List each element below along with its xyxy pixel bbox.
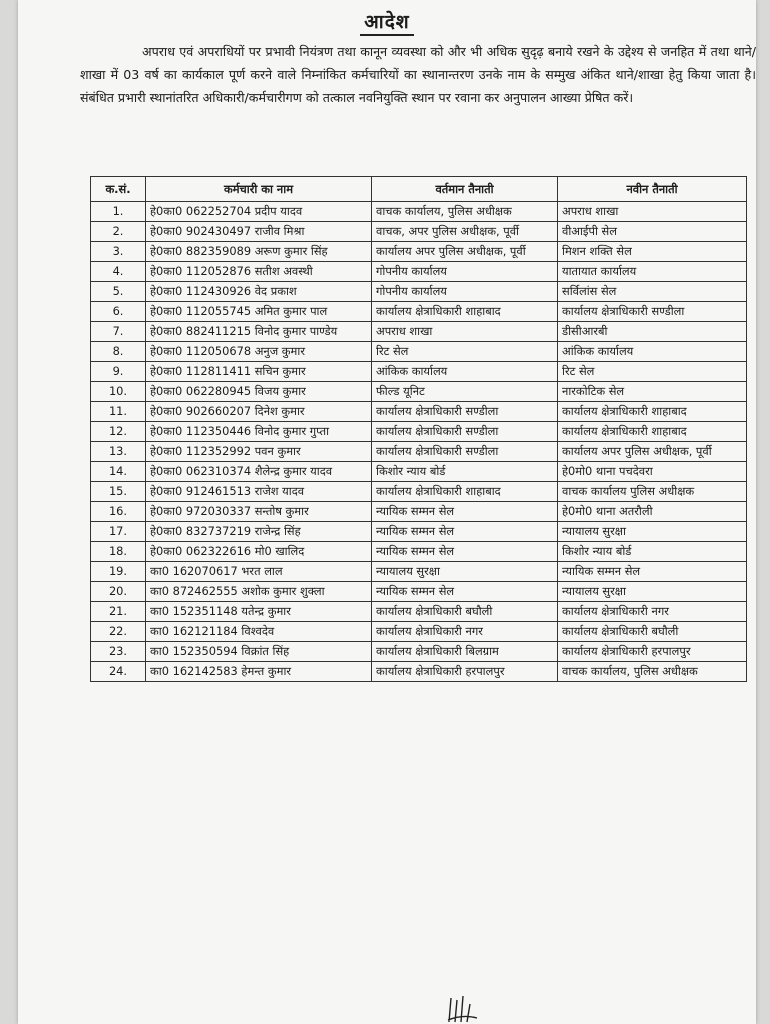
serial-number: 20. bbox=[91, 582, 146, 602]
current-posting: आंकिक कार्यालय bbox=[372, 362, 558, 382]
signature bbox=[443, 994, 481, 1024]
current-posting: कार्यालय क्षेत्राधिकारी सण्डीला bbox=[372, 422, 558, 442]
employee-name: हे0का0 062310374 शैलेन्द्र कुमार यादव bbox=[146, 462, 372, 482]
table-row bbox=[91, 622, 747, 642]
new-posting: डीसीआरबी bbox=[558, 322, 747, 342]
employee-name: हे0का0 902430497 राजीव मिश्रा bbox=[146, 222, 372, 242]
serial-number: 18. bbox=[91, 542, 146, 562]
serial-number: 16. bbox=[91, 502, 146, 522]
current-posting: कार्यालय क्षेत्राधिकारी सण्डीला bbox=[372, 402, 558, 422]
serial-number: 12. bbox=[91, 422, 146, 442]
serial-number: 13. bbox=[91, 442, 146, 462]
serial-number: 7. bbox=[91, 322, 146, 342]
current-posting: गोपनीय कार्यालय bbox=[372, 262, 558, 282]
employee-name: का0 162121184 विश्वदेव bbox=[146, 622, 372, 642]
serial-number: 11. bbox=[91, 402, 146, 422]
table-row bbox=[91, 482, 747, 502]
new-posting: कार्यालय क्षेत्राधिकारी बघौली bbox=[558, 622, 747, 642]
new-posting: आंकिक कार्यालय bbox=[558, 342, 747, 362]
table-row bbox=[91, 442, 747, 462]
current-posting: न्यायिक सम्मन सेल bbox=[372, 582, 558, 602]
employee-name: हे0का0 062322616 मो0 खालिद bbox=[146, 542, 372, 562]
transfer-table bbox=[90, 176, 747, 682]
new-posting: कार्यालय क्षेत्राधिकारी शाहाबाद bbox=[558, 402, 747, 422]
employee-name: हे0का0 112430926 वेद प्रकाश bbox=[146, 282, 372, 302]
serial-number: 1. bbox=[91, 202, 146, 222]
serial-number: 24. bbox=[91, 662, 146, 682]
header-serial: क.सं. bbox=[91, 177, 146, 202]
serial-number: 6. bbox=[91, 302, 146, 322]
employee-name: हे0का0 832737219 राजेन्द्र सिंह bbox=[146, 522, 372, 542]
current-posting: न्यायालय सुरक्षा bbox=[372, 562, 558, 582]
table-row bbox=[91, 222, 747, 242]
current-posting: अपराध शाखा bbox=[372, 322, 558, 342]
table-row bbox=[91, 382, 747, 402]
table-header-row bbox=[91, 177, 747, 202]
header-new-posting: नवीन तैनाती bbox=[558, 177, 747, 202]
current-posting: कार्यालय क्षेत्राधिकारी शाहाबाद bbox=[372, 302, 558, 322]
table-row bbox=[91, 422, 747, 442]
new-posting: न्यायिक सम्मन सेल bbox=[558, 562, 747, 582]
table-row bbox=[91, 302, 747, 322]
new-posting: न्यायालय सुरक्षा bbox=[558, 582, 747, 602]
serial-number: 14. bbox=[91, 462, 146, 482]
table-row bbox=[91, 642, 747, 662]
new-posting: हे0मो0 थाना अतरौली bbox=[558, 502, 747, 522]
current-posting: कार्यालय क्षेत्राधिकारी नगर bbox=[372, 622, 558, 642]
employee-name: का0 152350594 विक्रांत सिंह bbox=[146, 642, 372, 662]
employee-name: का0 162070617 भरत लाल bbox=[146, 562, 372, 582]
current-posting: वाचक, अपर पुलिस अधीक्षक, पूर्वी bbox=[372, 222, 558, 242]
table-row bbox=[91, 542, 747, 562]
serial-number: 5. bbox=[91, 282, 146, 302]
employee-name: हे0का0 112352992 पवन कुमार bbox=[146, 442, 372, 462]
table-row bbox=[91, 202, 747, 222]
table-row bbox=[91, 322, 747, 342]
table-row bbox=[91, 262, 747, 282]
table-row bbox=[91, 282, 747, 302]
current-posting: कार्यालय क्षेत्राधिकारी बिलग्राम bbox=[372, 642, 558, 662]
serial-number: 22. bbox=[91, 622, 146, 642]
current-posting: वाचक कार्यालय, पुलिस अधीक्षक bbox=[372, 202, 558, 222]
order-title: आदेश bbox=[18, 8, 756, 34]
employee-name: हे0का0 112052876 सतीश अवस्थी bbox=[146, 262, 372, 282]
current-posting: फील्ड यूनिट bbox=[372, 382, 558, 402]
employee-name: हे0का0 062252704 प्रदीप यादव bbox=[146, 202, 372, 222]
new-posting: यातायात कार्यालय bbox=[558, 262, 747, 282]
new-posting: नारकोटिक सेल bbox=[558, 382, 747, 402]
serial-number: 10. bbox=[91, 382, 146, 402]
new-posting: अपराध शाखा bbox=[558, 202, 747, 222]
new-posting: वाचक कार्यालय, पुलिस अधीक्षक bbox=[558, 662, 747, 682]
employee-name: हे0का0 112050678 अनुज कुमार bbox=[146, 342, 372, 362]
new-posting: वीआईपी सेल bbox=[558, 222, 747, 242]
new-posting: किशोर न्याय बोर्ड bbox=[558, 542, 747, 562]
new-posting: हे0मो0 थाना पचदेवरा bbox=[558, 462, 747, 482]
employee-name: का0 162142583 हेमन्त कुमार bbox=[146, 662, 372, 682]
current-posting: कार्यालय क्षेत्राधिकारी शाहाबाद bbox=[372, 482, 558, 502]
employee-name: हे0का0 112055745 अमित कुमार पाल bbox=[146, 302, 372, 322]
new-posting: वाचक कार्यालय पुलिस अधीक्षक bbox=[558, 482, 747, 502]
header-current-posting: वर्तमान तैनाती bbox=[372, 177, 558, 202]
employee-name: का0 152351148 यतेन्द्र कुमार bbox=[146, 602, 372, 622]
table-row bbox=[91, 602, 747, 622]
serial-number: 3. bbox=[91, 242, 146, 262]
employee-name: हे0का0 902660207 दिनेश कुमार bbox=[146, 402, 372, 422]
current-posting: किशोर न्याय बोर्ड bbox=[372, 462, 558, 482]
serial-number: 19. bbox=[91, 562, 146, 582]
employee-name: हे0का0 882411215 विनोद कुमार पाण्डेय bbox=[146, 322, 372, 342]
order-paragraph: अपराध एवं अपराधियों पर प्रभावी नियंत्रण तथा कानून व्यवस्था को और भी अधिक सुदृढ़ बनाये रखने के उद्देश्य से जनहित में तथा थाने/शाखा में 03 वर्ष का कार्यकाल पूर्ण करने वाले निम्नांकित कर्मचारियों का स्थानान्तरण उनके नाम के सम्मुख अंकित थाने/शाखा हेतु किया जाता है। संबंधित प्रभारी स्थानांतरित अधिकारी/कर्मचारीगण को तत्काल नवनियुक्ति स्थान पर रवाना कर अनुपालन आख्या प्रेषित करें। bbox=[80, 44, 756, 105]
table-row bbox=[91, 582, 747, 602]
serial-number: 8. bbox=[91, 342, 146, 362]
document-page bbox=[18, 0, 756, 1024]
employee-name: का0 872462555 अशोक कुमार शुक्ला bbox=[146, 582, 372, 602]
table-row bbox=[91, 362, 747, 382]
employee-name: हे0का0 112350446 विनोद कुमार गुप्ता bbox=[146, 422, 372, 442]
employee-name: हे0का0 112811411 सचिन कुमार bbox=[146, 362, 372, 382]
employee-name: हे0का0 882359089 अरूण कुमार सिंह bbox=[146, 242, 372, 262]
new-posting: कार्यालय क्षेत्राधिकारी सण्डीला bbox=[558, 302, 747, 322]
current-posting: न्यायिक सम्मन सेल bbox=[372, 542, 558, 562]
new-posting: न्यायालय सुरक्षा bbox=[558, 522, 747, 542]
new-posting: कार्यालय क्षेत्राधिकारी हरपालपुर bbox=[558, 642, 747, 662]
serial-number: 2. bbox=[91, 222, 146, 242]
header-employee-name: कर्मचारी का नाम bbox=[146, 177, 372, 202]
table-row bbox=[91, 662, 747, 682]
employee-name: हे0का0 062280945 विजय कुमार bbox=[146, 382, 372, 402]
new-posting: सर्विलांस सेल bbox=[558, 282, 747, 302]
serial-number: 23. bbox=[91, 642, 146, 662]
table-row bbox=[91, 522, 747, 542]
table-row bbox=[91, 242, 747, 262]
employee-name: हे0का0 912461513 राजेश यादव bbox=[146, 482, 372, 502]
new-posting: रिट सेल bbox=[558, 362, 747, 382]
table-row bbox=[91, 562, 747, 582]
new-posting: कार्यालय अपर पुलिस अधीक्षक, पूर्वी bbox=[558, 442, 747, 462]
current-posting: न्यायिक सम्मन सेल bbox=[372, 502, 558, 522]
new-posting: कार्यालय क्षेत्राधिकारी शाहाबाद bbox=[558, 422, 747, 442]
serial-number: 17. bbox=[91, 522, 146, 542]
serial-number: 15. bbox=[91, 482, 146, 502]
serial-number: 21. bbox=[91, 602, 146, 622]
current-posting: न्यायिक सम्मन सेल bbox=[372, 522, 558, 542]
current-posting: कार्यालय अपर पुलिस अधीक्षक, पूर्वी bbox=[372, 242, 558, 262]
serial-number: 9. bbox=[91, 362, 146, 382]
table-row bbox=[91, 342, 747, 362]
new-posting: कार्यालय क्षेत्राधिकारी नगर bbox=[558, 602, 747, 622]
current-posting: रिट सेल bbox=[372, 342, 558, 362]
current-posting: कार्यालय क्षेत्राधिकारी हरपालपुर bbox=[372, 662, 558, 682]
serial-number: 4. bbox=[91, 262, 146, 282]
table-row bbox=[91, 502, 747, 522]
current-posting: गोपनीय कार्यालय bbox=[372, 282, 558, 302]
employee-name: हे0का0 972030337 सन्तोष कुमार bbox=[146, 502, 372, 522]
current-posting: कार्यालय क्षेत्राधिकारी बघौली bbox=[372, 602, 558, 622]
current-posting: कार्यालय क्षेत्राधिकारी सण्डीला bbox=[372, 442, 558, 462]
new-posting: मिशन शक्ति सेल bbox=[558, 242, 747, 262]
table-row bbox=[91, 402, 747, 422]
table-row bbox=[91, 462, 747, 482]
